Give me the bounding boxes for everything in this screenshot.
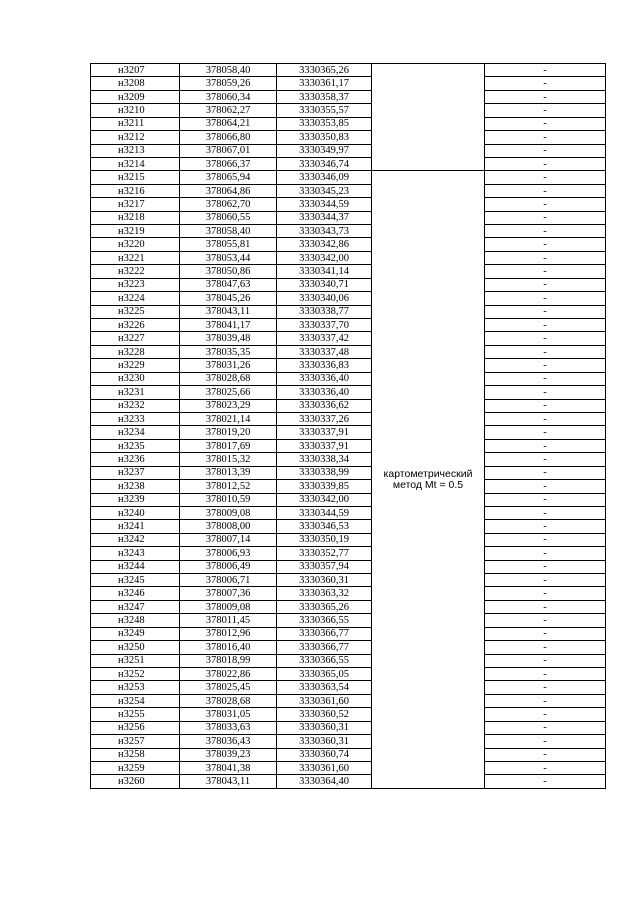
y-coordinate-cell: 3330343,73	[277, 225, 372, 238]
x-coordinate-cell: 378009,08	[180, 600, 277, 613]
point-name-cell: н3251	[91, 654, 180, 667]
x-coordinate-cell: 378058,40	[180, 225, 277, 238]
dash-cell: -	[485, 761, 606, 774]
table-row	[91, 319, 606, 332]
y-coordinate-cell: 3330338,77	[277, 305, 372, 318]
dash-cell: -	[485, 319, 606, 332]
method-cell-empty	[372, 64, 485, 171]
table-row	[91, 574, 606, 587]
x-coordinate-cell: 378006,71	[180, 574, 277, 587]
point-name-cell: н3242	[91, 533, 180, 546]
y-coordinate-cell: 3330344,59	[277, 506, 372, 519]
x-coordinate-cell: 378021,14	[180, 412, 277, 425]
point-name-cell: н3219	[91, 225, 180, 238]
table-row	[91, 157, 606, 170]
table-row	[91, 345, 606, 358]
x-coordinate-cell: 378015,32	[180, 453, 277, 466]
point-name-cell: н3250	[91, 641, 180, 654]
y-coordinate-cell: 3330366,55	[277, 654, 372, 667]
method-cell: картометрический метод Mt = 0.5	[372, 171, 485, 788]
table-row	[91, 372, 606, 385]
y-coordinate-cell: 3330364,40	[277, 775, 372, 788]
dash-cell: -	[485, 654, 606, 667]
dash-cell: -	[485, 480, 606, 493]
y-coordinate-cell: 3330350,83	[277, 131, 372, 144]
table-row	[91, 775, 606, 788]
point-name-cell: н3236	[91, 453, 180, 466]
table-row	[91, 506, 606, 519]
x-coordinate-cell: 378006,93	[180, 547, 277, 560]
x-coordinate-cell: 378043,11	[180, 775, 277, 788]
point-name-cell: н3243	[91, 547, 180, 560]
point-name-cell: н3249	[91, 627, 180, 640]
point-name-cell: н3252	[91, 667, 180, 680]
table-row	[91, 426, 606, 439]
table-row	[91, 735, 606, 748]
x-coordinate-cell: 378053,44	[180, 251, 277, 264]
y-coordinate-cell: 3330358,37	[277, 90, 372, 103]
y-coordinate-cell: 3330366,77	[277, 627, 372, 640]
table-row	[91, 641, 606, 654]
x-coordinate-cell: 378017,69	[180, 439, 277, 452]
table-row	[91, 332, 606, 345]
x-coordinate-cell: 378066,37	[180, 157, 277, 170]
table-row	[91, 225, 606, 238]
dash-cell: -	[485, 171, 606, 184]
point-name-cell: н3207	[91, 64, 180, 77]
dash-cell: -	[485, 131, 606, 144]
table-row	[91, 211, 606, 224]
table-row	[91, 439, 606, 452]
y-coordinate-cell: 3330337,26	[277, 412, 372, 425]
coordinates-table-body	[91, 64, 606, 789]
table-row	[91, 198, 606, 211]
x-coordinate-cell: 378050,86	[180, 265, 277, 278]
y-coordinate-cell: 3330336,40	[277, 386, 372, 399]
dash-cell: -	[485, 412, 606, 425]
y-coordinate-cell: 3330337,48	[277, 345, 372, 358]
y-coordinate-cell: 3330342,00	[277, 493, 372, 506]
x-coordinate-cell: 378033,63	[180, 721, 277, 734]
x-coordinate-cell: 378041,38	[180, 761, 277, 774]
table-row	[91, 238, 606, 251]
point-name-cell: н3227	[91, 332, 180, 345]
table-row	[91, 587, 606, 600]
point-name-cell: н3239	[91, 493, 180, 506]
point-name-cell: н3210	[91, 104, 180, 117]
x-coordinate-cell: 378058,40	[180, 64, 277, 77]
point-name-cell: н3218	[91, 211, 180, 224]
point-name-cell: н3223	[91, 278, 180, 291]
y-coordinate-cell: 3330346,74	[277, 157, 372, 170]
dash-cell: -	[485, 681, 606, 694]
table-row	[91, 278, 606, 291]
x-coordinate-cell: 378031,26	[180, 359, 277, 372]
point-name-cell: н3245	[91, 574, 180, 587]
table-row	[91, 251, 606, 264]
point-name-cell: н3226	[91, 319, 180, 332]
dash-cell: -	[485, 748, 606, 761]
x-coordinate-cell: 378066,80	[180, 131, 277, 144]
y-coordinate-cell: 3330338,34	[277, 453, 372, 466]
y-coordinate-cell: 3330361,17	[277, 77, 372, 90]
x-coordinate-cell: 378019,20	[180, 426, 277, 439]
point-name-cell: н3255	[91, 708, 180, 721]
point-name-cell: н3233	[91, 412, 180, 425]
dash-cell: -	[485, 278, 606, 291]
table-row	[91, 305, 606, 318]
dash-cell: -	[485, 439, 606, 452]
x-coordinate-cell: 378012,52	[180, 480, 277, 493]
y-coordinate-cell: 3330337,91	[277, 439, 372, 452]
dash-cell: -	[485, 574, 606, 587]
point-name-cell: н3225	[91, 305, 180, 318]
x-coordinate-cell: 378028,68	[180, 372, 277, 385]
dash-cell: -	[485, 520, 606, 533]
dash-cell: -	[485, 184, 606, 197]
y-coordinate-cell: 3330361,60	[277, 694, 372, 707]
dash-cell: -	[485, 64, 606, 77]
point-name-cell: н3213	[91, 144, 180, 157]
point-name-cell: н3215	[91, 171, 180, 184]
point-name-cell: н3256	[91, 721, 180, 734]
table-row	[91, 520, 606, 533]
table-row	[91, 466, 606, 479]
table-row	[91, 560, 606, 573]
y-coordinate-cell: 3330366,77	[277, 641, 372, 654]
table-row	[91, 654, 606, 667]
y-coordinate-cell: 3330365,05	[277, 667, 372, 680]
dash-cell: -	[485, 453, 606, 466]
point-name-cell: н3211	[91, 117, 180, 130]
x-coordinate-cell: 378022,86	[180, 667, 277, 680]
dash-cell: -	[485, 506, 606, 519]
dash-cell: -	[485, 399, 606, 412]
y-coordinate-cell: 3330360,74	[277, 748, 372, 761]
point-name-cell: н3216	[91, 184, 180, 197]
dash-cell: -	[485, 90, 606, 103]
dash-cell: -	[485, 332, 606, 345]
x-coordinate-cell: 378060,34	[180, 90, 277, 103]
y-coordinate-cell: 3330338,99	[277, 466, 372, 479]
point-name-cell: н3238	[91, 480, 180, 493]
x-coordinate-cell: 378018,99	[180, 654, 277, 667]
x-coordinate-cell: 378009,08	[180, 506, 277, 519]
dash-cell: -	[485, 77, 606, 90]
table-row	[91, 533, 606, 546]
point-name-cell: н3258	[91, 748, 180, 761]
y-coordinate-cell: 3330344,37	[277, 211, 372, 224]
table-row	[91, 265, 606, 278]
x-coordinate-cell: 378025,66	[180, 386, 277, 399]
table-row	[91, 547, 606, 560]
dash-cell: -	[485, 533, 606, 546]
table-row	[91, 386, 606, 399]
point-name-cell: н3232	[91, 399, 180, 412]
point-name-cell: н3230	[91, 372, 180, 385]
table-row	[91, 399, 606, 412]
dash-cell: -	[485, 560, 606, 573]
y-coordinate-cell: 3330344,59	[277, 198, 372, 211]
point-name-cell: н3234	[91, 426, 180, 439]
point-name-cell: н3212	[91, 131, 180, 144]
y-coordinate-cell: 3330365,26	[277, 64, 372, 77]
point-name-cell: н3244	[91, 560, 180, 573]
dash-cell: -	[485, 265, 606, 278]
dash-cell: -	[485, 426, 606, 439]
dash-cell: -	[485, 614, 606, 627]
x-coordinate-cell: 378011,45	[180, 614, 277, 627]
table-row	[91, 171, 606, 184]
point-name-cell: н3254	[91, 694, 180, 707]
table-row	[91, 131, 606, 144]
point-name-cell: н3237	[91, 466, 180, 479]
x-coordinate-cell: 378039,48	[180, 332, 277, 345]
dash-cell: -	[485, 104, 606, 117]
dash-cell: -	[485, 641, 606, 654]
x-coordinate-cell: 378059,26	[180, 77, 277, 90]
dash-cell: -	[485, 627, 606, 640]
y-coordinate-cell: 3330346,53	[277, 520, 372, 533]
y-coordinate-cell: 3330342,86	[277, 238, 372, 251]
dash-cell: -	[485, 251, 606, 264]
dash-cell: -	[485, 735, 606, 748]
x-coordinate-cell: 378028,68	[180, 694, 277, 707]
dash-cell: -	[485, 775, 606, 788]
y-coordinate-cell: 3330360,52	[277, 708, 372, 721]
dash-cell: -	[485, 587, 606, 600]
x-coordinate-cell: 378043,11	[180, 305, 277, 318]
x-coordinate-cell: 378039,23	[180, 748, 277, 761]
table-row	[91, 77, 606, 90]
y-coordinate-cell: 3330340,06	[277, 292, 372, 305]
dash-cell: -	[485, 386, 606, 399]
table-row	[91, 144, 606, 157]
y-coordinate-cell: 3330366,55	[277, 614, 372, 627]
y-coordinate-cell: 3330337,42	[277, 332, 372, 345]
point-name-cell: н3253	[91, 681, 180, 694]
dash-cell: -	[485, 211, 606, 224]
table-row	[91, 359, 606, 372]
table-row	[91, 412, 606, 425]
table-row	[91, 681, 606, 694]
table-row	[91, 614, 606, 627]
x-coordinate-cell: 378010,59	[180, 493, 277, 506]
y-coordinate-cell: 3330337,70	[277, 319, 372, 332]
dash-cell: -	[485, 345, 606, 358]
dash-cell: -	[485, 157, 606, 170]
x-coordinate-cell: 378008,00	[180, 520, 277, 533]
dash-cell: -	[485, 225, 606, 238]
dash-cell: -	[485, 667, 606, 680]
x-coordinate-cell: 378045,26	[180, 292, 277, 305]
x-coordinate-cell: 378062,70	[180, 198, 277, 211]
table-row	[91, 184, 606, 197]
dash-cell: -	[485, 372, 606, 385]
dash-cell: -	[485, 466, 606, 479]
point-name-cell: н3220	[91, 238, 180, 251]
point-name-cell: н3257	[91, 735, 180, 748]
x-coordinate-cell: 378007,14	[180, 533, 277, 546]
dash-cell: -	[485, 708, 606, 721]
y-coordinate-cell: 3330360,31	[277, 574, 372, 587]
point-name-cell: н3259	[91, 761, 180, 774]
x-coordinate-cell: 378067,01	[180, 144, 277, 157]
y-coordinate-cell: 3330346,09	[277, 171, 372, 184]
y-coordinate-cell: 3330342,00	[277, 251, 372, 264]
point-name-cell: н3247	[91, 600, 180, 613]
x-coordinate-cell: 378041,17	[180, 319, 277, 332]
dash-cell: -	[485, 292, 606, 305]
x-coordinate-cell: 378055,81	[180, 238, 277, 251]
point-name-cell: н3217	[91, 198, 180, 211]
point-name-cell: н3246	[91, 587, 180, 600]
dash-cell: -	[485, 721, 606, 734]
table-row	[91, 627, 606, 640]
y-coordinate-cell: 3330336,83	[277, 359, 372, 372]
point-name-cell: н3228	[91, 345, 180, 358]
table-row	[91, 761, 606, 774]
dash-cell: -	[485, 305, 606, 318]
y-coordinate-cell: 3330345,23	[277, 184, 372, 197]
x-coordinate-cell: 378031,05	[180, 708, 277, 721]
y-coordinate-cell: 3330360,31	[277, 735, 372, 748]
point-name-cell: н3229	[91, 359, 180, 372]
y-coordinate-cell: 3330350,19	[277, 533, 372, 546]
dash-cell: -	[485, 493, 606, 506]
point-name-cell: н3208	[91, 77, 180, 90]
x-coordinate-cell: 378025,45	[180, 681, 277, 694]
x-coordinate-cell: 378065,94	[180, 171, 277, 184]
x-coordinate-cell: 378062,27	[180, 104, 277, 117]
dash-cell: -	[485, 238, 606, 251]
point-name-cell: н3209	[91, 90, 180, 103]
table-row	[91, 64, 606, 77]
y-coordinate-cell: 3330336,40	[277, 372, 372, 385]
y-coordinate-cell: 3330361,60	[277, 761, 372, 774]
y-coordinate-cell: 3330357,94	[277, 560, 372, 573]
table-row	[91, 493, 606, 506]
table-row	[91, 453, 606, 466]
table-row	[91, 480, 606, 493]
x-coordinate-cell: 378016,40	[180, 641, 277, 654]
point-name-cell: н3222	[91, 265, 180, 278]
x-coordinate-cell: 378047,63	[180, 278, 277, 291]
y-coordinate-cell: 3330337,91	[277, 426, 372, 439]
x-coordinate-cell: 378036,43	[180, 735, 277, 748]
point-name-cell: н3248	[91, 614, 180, 627]
table-row	[91, 694, 606, 707]
point-name-cell: н3221	[91, 251, 180, 264]
y-coordinate-cell: 3330365,26	[277, 600, 372, 613]
table-row	[91, 104, 606, 117]
dash-cell: -	[485, 694, 606, 707]
dash-cell: -	[485, 117, 606, 130]
y-coordinate-cell: 3330349,97	[277, 144, 372, 157]
point-name-cell: н3240	[91, 506, 180, 519]
table-row	[91, 721, 606, 734]
point-name-cell: н3224	[91, 292, 180, 305]
x-coordinate-cell: 378007,36	[180, 587, 277, 600]
point-name-cell: н3260	[91, 775, 180, 788]
dash-cell: -	[485, 198, 606, 211]
x-coordinate-cell: 378006,49	[180, 560, 277, 573]
y-coordinate-cell: 3330341,14	[277, 265, 372, 278]
table-row	[91, 748, 606, 761]
y-coordinate-cell: 3330336,62	[277, 399, 372, 412]
point-name-cell: н3241	[91, 520, 180, 533]
dash-cell: -	[485, 144, 606, 157]
y-coordinate-cell: 3330339,85	[277, 480, 372, 493]
y-coordinate-cell: 3330340,71	[277, 278, 372, 291]
y-coordinate-cell: 3330355,57	[277, 104, 372, 117]
coordinates-table	[90, 63, 606, 789]
y-coordinate-cell: 3330363,54	[277, 681, 372, 694]
y-coordinate-cell: 3330352,77	[277, 547, 372, 560]
x-coordinate-cell: 378064,86	[180, 184, 277, 197]
table-row	[91, 117, 606, 130]
y-coordinate-cell: 3330360,31	[277, 721, 372, 734]
x-coordinate-cell: 378013,39	[180, 466, 277, 479]
table-row	[91, 667, 606, 680]
x-coordinate-cell: 378012,96	[180, 627, 277, 640]
x-coordinate-cell: 378064,21	[180, 117, 277, 130]
point-name-cell: н3214	[91, 157, 180, 170]
x-coordinate-cell: 378035,35	[180, 345, 277, 358]
point-name-cell: н3231	[91, 386, 180, 399]
table-row	[91, 708, 606, 721]
table-row	[91, 292, 606, 305]
dash-cell: -	[485, 547, 606, 560]
dash-cell: -	[485, 600, 606, 613]
table-row	[91, 90, 606, 103]
y-coordinate-cell: 3330353,85	[277, 117, 372, 130]
table-row	[91, 600, 606, 613]
x-coordinate-cell: 378060,55	[180, 211, 277, 224]
x-coordinate-cell: 378023,29	[180, 399, 277, 412]
point-name-cell: н3235	[91, 439, 180, 452]
y-coordinate-cell: 3330363,32	[277, 587, 372, 600]
dash-cell: -	[485, 359, 606, 372]
